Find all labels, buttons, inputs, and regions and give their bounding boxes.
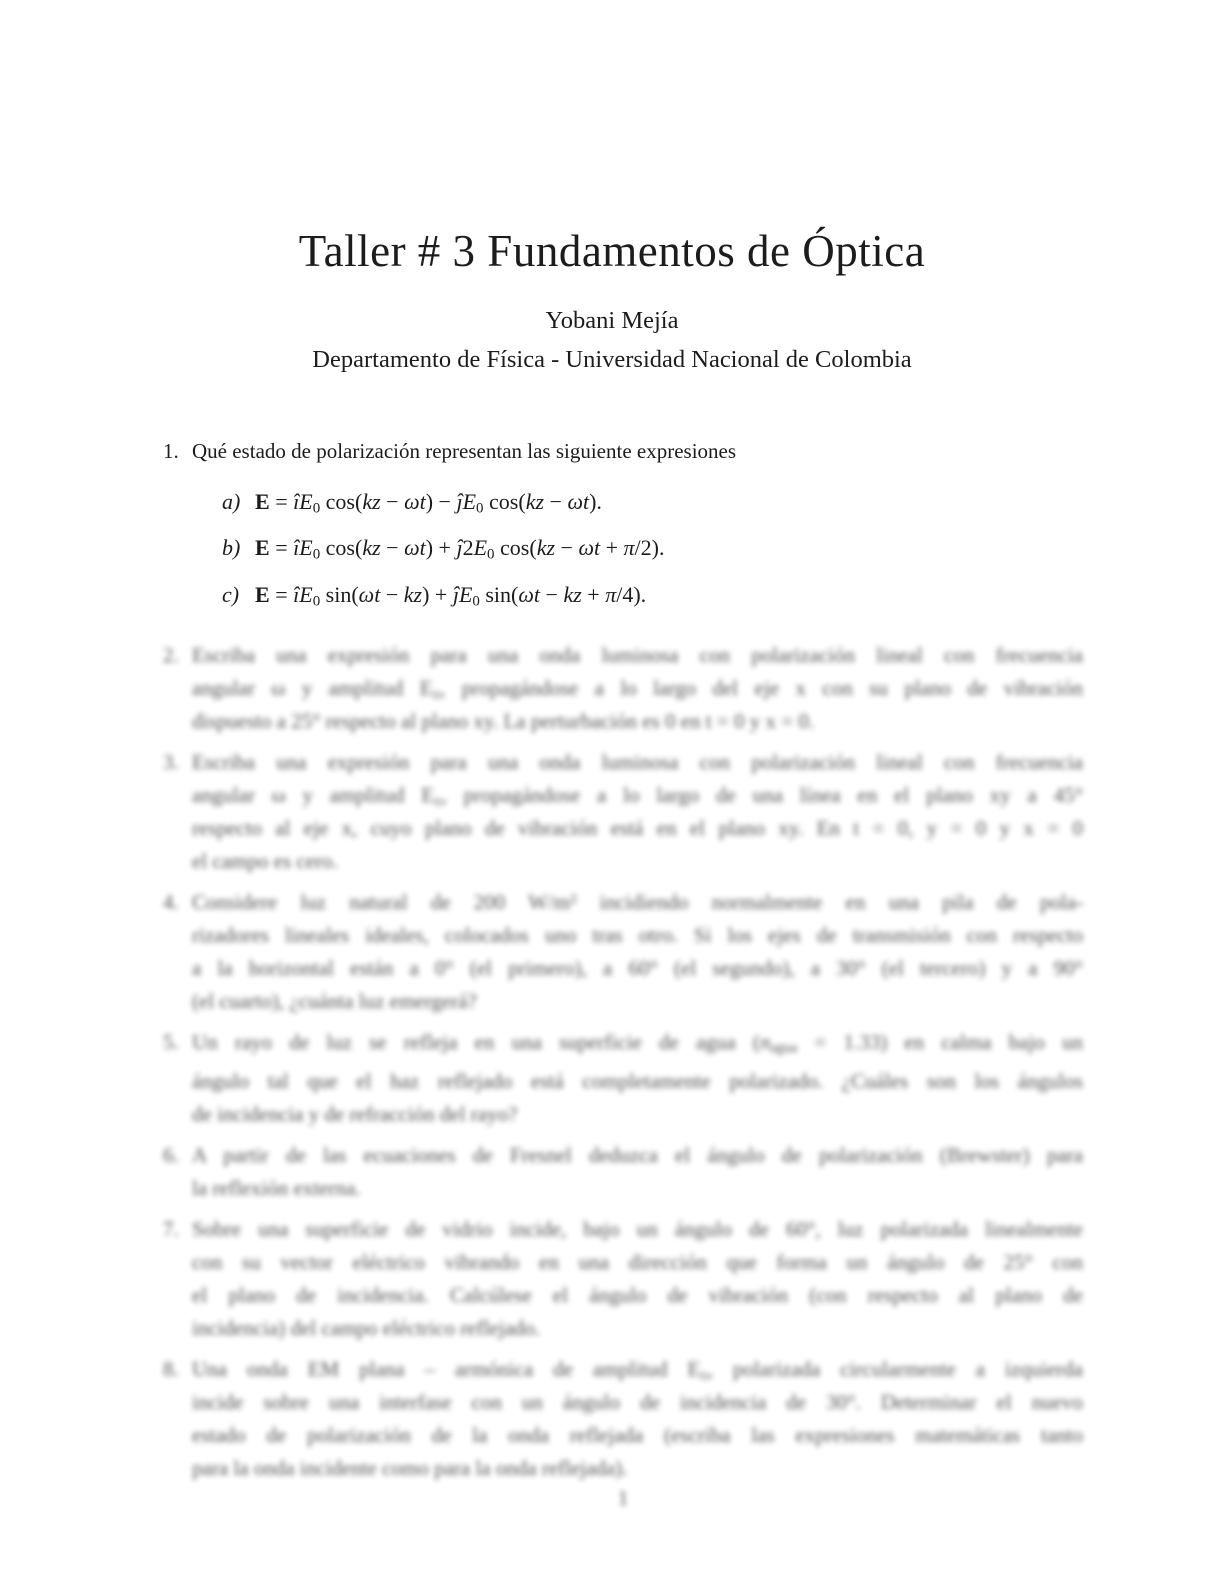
problem-item-6 [163, 1139, 1083, 1205]
text-line: Un rayo de luz se refleja en una superficie de agua (nagua = 1.33) en calma bajo un [192, 1029, 1083, 1056]
problem-item-3 [163, 746, 1083, 878]
problem-number: 3. [163, 749, 179, 774]
text-line: con su vector eléctrico vibrando en una dirección que forma un ángulo de 25° con [192, 1249, 1083, 1274]
problem-text [192, 1213, 1083, 1345]
equation-line: E = îE0 sin(ωt − kz) + ĵE0 sin(ωt − kz + π/4). [255, 581, 647, 609]
problem-text [192, 1353, 1083, 1485]
text-line: de incidencia y de refracción del rayo? [192, 1101, 518, 1126]
text-line: Escriba una expresión para una onda luminosa con polarización lineal con frecuencia [192, 642, 1083, 667]
text-line: Qué estado de polarización representan las siguiente expresiones [192, 439, 737, 463]
problem-number: 2. [163, 642, 179, 667]
byline [0, 301, 1224, 379]
problem-number: 6. [163, 1142, 179, 1167]
problem-text [192, 639, 1083, 738]
equation-line: E = îE0 cos(kz − ωt) + ĵ2E0 cos(kz − ωt + π/2). [255, 535, 665, 563]
text-line: rizadores lineales ideales, colocados uno tras otro. Si los ejes de transmisión con respecto [192, 922, 1083, 947]
problem-item-4 [163, 886, 1083, 1018]
equation-label: b) [222, 535, 241, 561]
text-line: Sobre una superficie de vidrio incide, bajo un ángulo de 60°, luz polarizada linealmente [192, 1216, 1083, 1241]
text-line: incidencia) del campo eléctrico reflejado. [192, 1315, 541, 1340]
text-line: Escriba una expresión para una onda luminosa con polarización lineal con frecuencia [192, 749, 1083, 774]
problem-text [192, 746, 1083, 878]
problem-item-8 [163, 1353, 1083, 1485]
problem-item-2 [163, 639, 1083, 738]
problem-number: 1. [163, 439, 179, 463]
text-line: (el cuarto), ¿cuánta luz emergerá? [192, 988, 477, 1013]
equation-line: E = îE0 cos(kz − ωt) − ĵE0 cos(kz − ωt). [255, 489, 602, 517]
page-title: Taller # 3 Fundamentos de Óptica [298, 226, 926, 276]
text-line: angular ω y amplitud E₀, propagándose a lo largo de una línea en el plano xy a 45° [192, 782, 1083, 807]
problem-number: 7. [163, 1216, 179, 1241]
equation-label: c) [222, 581, 240, 607]
affiliation: Departamento de Física - Universidad Nacional de Colombia [312, 346, 912, 373]
problem-text [192, 886, 1083, 1018]
problem-item-7 [163, 1213, 1083, 1345]
text-line: a la horizontal están a 0° (el primero), a 60° (el segundo), a 30° (el tercero) y a 90° [192, 955, 1083, 980]
text-line: dispuesto a 25° respecto al plano xy. La perturbación es 0 en t = 0 y x = 0. [192, 708, 815, 733]
text-line: la reflexión externa. [192, 1175, 361, 1200]
text-line: para la onda incidente como para la onda reflejada). [192, 1455, 628, 1480]
problem-number: 5. [163, 1029, 179, 1054]
problem-number: 8. [163, 1356, 179, 1381]
text-line: Una onda EM plana – armónica de amplitud E₀, polarizada circularmente a izquierda [192, 1356, 1083, 1381]
problems-list [163, 435, 1083, 1485]
equation-b [222, 528, 1083, 574]
equation-list [222, 482, 1083, 621]
author-name: Yobani Mejía [545, 307, 679, 334]
equation-c [222, 575, 1083, 621]
problem-text [192, 435, 1083, 631]
problem-text [192, 1139, 1083, 1205]
page-number: 1 [617, 1486, 629, 1510]
problem-item-1 [163, 435, 1083, 631]
text-line: incide sobre una interfase con un ángulo de incidencia de 30°. Determinar el nuevo [192, 1389, 1083, 1414]
text-line: angular ω y amplitud E₀, propagándose a lo largo del eje x con su plano de vibración [192, 675, 1083, 700]
problem-number: 4. [163, 889, 179, 914]
text-line: respecto al eje x, cuyo plano de vibración está en el plano xy. En t = 0, y = 0 y x = 0 [192, 815, 1083, 840]
problem-text [192, 1026, 1083, 1131]
problem-item-5 [163, 1026, 1083, 1131]
text-line: Considere luz natural de 200 W/m² incidiendo normalmente en una pila de pola- [192, 889, 1083, 914]
text-line: estado de polarización de la onda reflejada (escriba las expresiones matemáticas tanto [192, 1422, 1083, 1447]
text-line: ángulo tal que el haz reflejado está completamente polarizado. ¿Cuáles son los ángulos [192, 1068, 1083, 1093]
text-line: el plano de incidencia. Calcúlese el ángulo de vibración (con respecto al plano de [192, 1282, 1083, 1307]
equation-a [222, 482, 1083, 528]
equation-label: a) [222, 489, 241, 514]
text-line: el campo es cero. [192, 848, 338, 873]
text-line: A partir de las ecuaciones de Fresnel deduzca el ángulo de polarización (Brewster) para [192, 1142, 1083, 1167]
